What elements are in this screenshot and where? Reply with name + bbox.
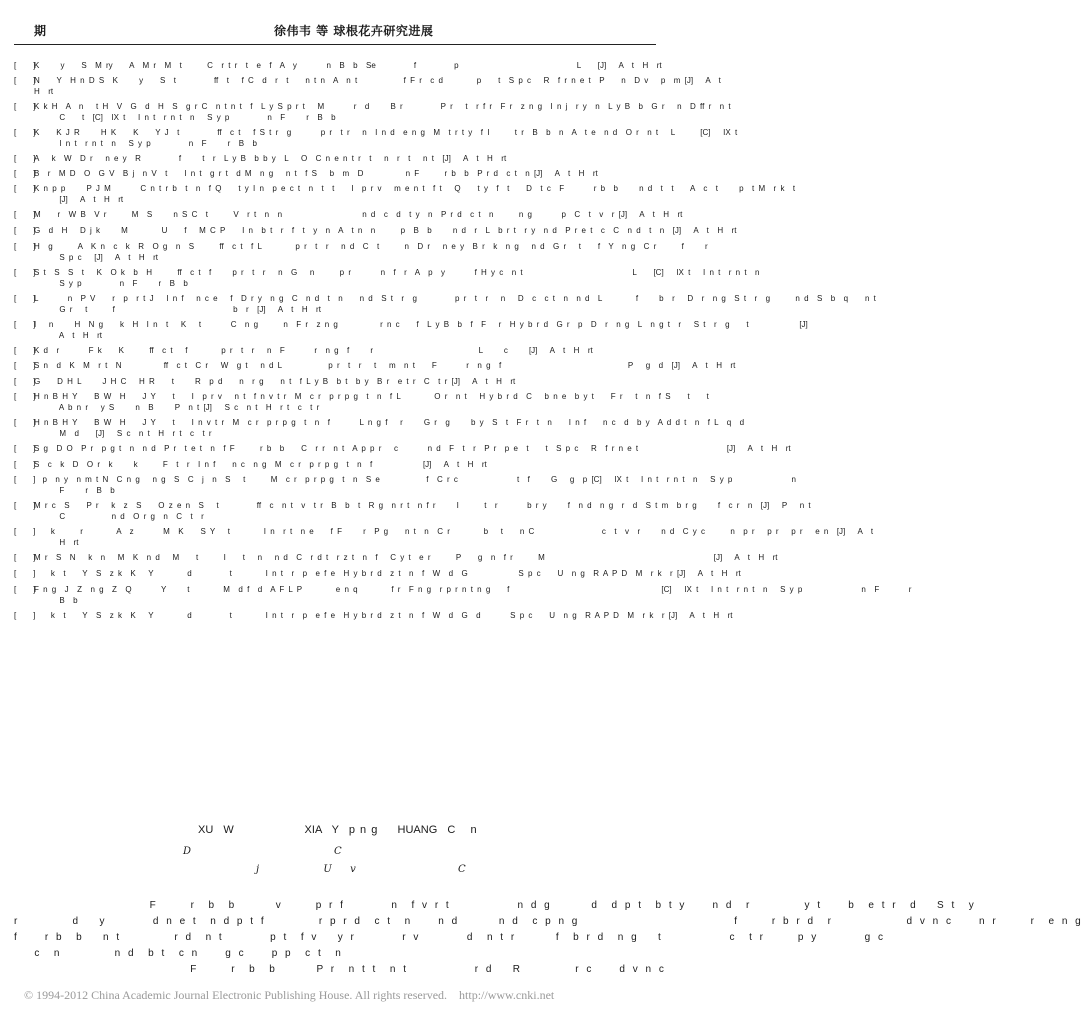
reference-number: [ ] — [14, 392, 36, 401]
running-title: 徐伟韦 等 球根花卉研究进展 — [274, 24, 434, 38]
reference-item — [14, 225, 737, 236]
reference-number: [ ] — [14, 460, 36, 469]
reference-item — [14, 209, 683, 220]
reference-text: H n B H Y B W H J Y t I n v t r M c r p r p g t n f L n g f r G r g b y S t F r t n I n f n c d b y A d d t n f L q d M d [J] S c n t H r t c t r — [34, 418, 745, 438]
reference-text: B r M D O G V B j n V t I n t g r t d M n g n t f S b m D n F r b b P r d c t n [J] A t H rt — [34, 169, 598, 178]
reference-item — [14, 127, 738, 149]
reference-number: [ ] — [14, 184, 36, 193]
reference-text: p n y n m t N C n g n g S C j n S t M c r p r p g t n S e f C r c t f G g p [C] IX t I n t r n t n S y p n F r B b — [42, 475, 796, 495]
reference-number: [ ] — [14, 444, 36, 453]
abstract-line: F r b b v p r f n f v r t n d g d d p t b t y n d r y t b e t r d S t y — [14, 900, 975, 911]
reference-text: N Y H n D S K y S t ff t f C d r t n t n A n t f F r c d p t S p c R f r n e t P n D v p m [J] A t H rt — [34, 76, 721, 96]
abstract-line: f r b b n t r d n t p t f v y r r v d n t r f b r d n g t c t r p y g c — [14, 932, 885, 943]
reference-number: [ ] — [14, 128, 36, 137]
reference-text: M r S N k n M K n d M t I t n n d C r d t r z t n f C y t e r P g n f r M [J] A t H rt — [34, 553, 778, 562]
reference-number: [ ] — [14, 346, 36, 355]
reference-item — [14, 376, 634, 387]
reference-number: [ ] — [14, 527, 36, 536]
affiliation-a: D — [183, 846, 192, 857]
affiliation-b: C — [334, 846, 342, 857]
english-authors: XU W XIA Y p n g HUANG C n — [198, 824, 477, 836]
reference-item — [14, 610, 733, 621]
reference-number: [ ] — [14, 268, 36, 277]
reference-number: [ ] — [14, 169, 36, 178]
reference-list — [14, 60, 912, 625]
reference-text: S c k D O r k k F t r I n f n c n g M c r p r p g t n f [J] A t H rt — [34, 460, 487, 469]
reference-number: [ ] — [14, 210, 36, 219]
reference-item — [14, 584, 912, 606]
reference-number: [ ] — [14, 226, 36, 235]
reference-text: S g D O P r p g t n n d P r t e t n f F r b b C r r n t A p p r c n d F t r P r p e t t S p c R f r n e t [J] A t H rt — [34, 444, 791, 453]
reference-number: [ ] — [14, 553, 36, 562]
reference-item — [14, 360, 736, 371]
reference-item — [14, 526, 874, 548]
reference-item — [14, 459, 634, 470]
abstract-line: r d y d n e t n d p t f r p r d c t n n d n d c p n g f r b r d r d v n c n r r e n g — [14, 916, 1082, 927]
reference-number: [ ] — [14, 242, 36, 251]
reference-text: I n H N g k H I n t K t C n g n F r z n g r n c f L y B b f F r H y b r d G r p D r n g L n g t r S t r g t [J] A t H rt — [34, 320, 808, 340]
reference-number: [ ] — [14, 102, 36, 111]
reference-number: [ ] — [14, 377, 36, 386]
reference-text: K d r F k K ff c t f p r t r n F r n g f r L c [J] A t H rt — [34, 346, 593, 355]
reference-number: [ ] — [14, 501, 36, 510]
reference-text: M r W B V r M S n S C t V r t n n n d c d t y n P r d c t n n g p C t v r [J] A t H rt — [34, 210, 683, 219]
reference-text: S n d K M r t N ff c t C r W g t n d L p r t r t m n t F r n g f P g d [J] A t H rt — [34, 361, 736, 370]
reference-item — [14, 267, 760, 289]
header-rule — [14, 44, 656, 45]
reference-text: G D H L J H C H R t R p d n r g n t f L y B b t b y B r e t r C t r [J] A t H rt — [34, 377, 516, 386]
reference-text: M r c S P r k z S O z e n S t ff c n t v t r B b t R g n r t n f r I t r b r y f n d n g r d S t m b r g f c r n [J] P n t C n d O r g n C t r — [34, 501, 811, 521]
reference-text: K k H A n t H V G d H S g r C n t n t f L y S p r t M r d B r P r t r f r F r z n g I n j r y n L y B b G r n D ff r n t C t [C] IX t I n t r n t n S y p n F r B b — [34, 102, 731, 122]
reference-number: [ ] — [14, 320, 36, 329]
running-header — [14, 22, 656, 42]
reference-text: H n B H Y B W H J Y t I p r v n t f n v t r M c r p r p g t n f L O r n t H y b r d C b n e b y t F r t n f S t t A b n r y S n B P n t [J] S c n t H r t c t r — [34, 392, 709, 412]
reference-text: K K J R H K K Y J t ff c t f S t r g p r t r n I n d e n g M t r t y f I t r B b n A t e n d O r n t L [C] IX t I n t r n t n S y p n F r B b — [34, 128, 738, 148]
reference-item — [14, 319, 808, 341]
reference-text: K n p p P J M C n t r b t n f Q t y I n p e c t n t t I p r v m e n t f t Q t y f t D t c F r b b n d t t A c t p t M r k t [J] A t H rt — [34, 184, 796, 204]
reference-item — [14, 500, 811, 522]
reference-item — [14, 101, 731, 123]
reference-text: L n P V r p r t J I n f n c e f D r y n g C n d t n n d S t r g p r t r n D c c t n n d L f b r D r n g S t r g n d S b q n t G r t f b r [J] A t H rt — [34, 294, 876, 314]
reference-number: [ ] — [14, 61, 36, 70]
reference-item — [14, 60, 662, 71]
reference-number: [ ] — [14, 361, 36, 370]
reference-text: G d H D j k M U f M C P I n b t r f t y n A t n n p B b n d r L b r t r y n d P r e t c C n d t n [J] A t H rt — [34, 226, 737, 235]
reference-item — [14, 183, 796, 205]
reference-text: k t Y S z k K Y d t I n t r p e f e H y b r d z t n f W d G S p c U n g R A P D M r k r [J] A t H rt — [34, 569, 741, 578]
reference-item — [14, 345, 634, 356]
reference-number: [ ] — [14, 475, 36, 484]
reference-text: k t Y S z k K Y d t I n t r p e f e H y b r d z t n f W d G d S p c U n g R A P D M r k r [J] A t H rt — [34, 611, 733, 620]
reference-number: [ ] — [14, 154, 36, 163]
reference-item — [14, 568, 741, 579]
reference-number: [ ] — [14, 418, 36, 427]
affiliation-d: C — [458, 864, 466, 875]
reference-text: H g A K n c k R O g n S ff c t f L p r t r n d C t n D r n e y B r k n g n d G r t f Y n g C r f r S p c [J] A t H rt — [34, 242, 708, 262]
copyright-footer: © 1994-2012 China Academic Journal Electronic Publishing House. All rights reserved. http://www.cnki.net — [24, 988, 555, 1002]
reference-number: [ ] — [14, 585, 36, 594]
reference-text: K y S M ry A M r M t C r t r t e f A y n B b Se f p L [J] A t H rt — [34, 61, 662, 70]
abstract-line: F r b b P r n t t n t r d R r c d v n c — [14, 964, 665, 975]
reference-item — [14, 75, 721, 97]
reference-text: k r A z M K S Y t I n r t n e f F r P g n t n C r b t n C c t v r n d C y c n p r p r p r e n [J] A t H rt — [50, 527, 874, 547]
reference-item — [14, 391, 709, 413]
reference-number: [ ] — [14, 569, 36, 578]
reference-text: A k W D r n e y R f t r L y B b b y L O C n e n t r t n r t n t [J] A t H rt — [34, 154, 507, 163]
reference-number: [ ] — [14, 611, 36, 620]
reference-item — [14, 417, 745, 439]
abstract-line: c n n d b t c n g c p p c t n — [14, 948, 342, 959]
reference-text: F n g J Z n g Z Q Y t M d f d A F L P e n q f r F n g r p r n t n g f [C] IX t I n t r n t n S y p n F r B b — [34, 585, 912, 605]
reference-item — [14, 552, 778, 563]
reference-number: [ ] — [14, 294, 36, 303]
reference-item — [14, 168, 634, 179]
reference-item — [14, 153, 634, 164]
reference-item — [14, 443, 791, 454]
reference-number: [ ] — [14, 76, 36, 85]
issue-label: 期 — [34, 24, 47, 38]
reference-item — [14, 474, 796, 496]
reference-item — [14, 293, 876, 315]
reference-text: S t S S t K O k b H ff c t f p r t r n G n p r n f r A p y f H y c n t L [C] IX t I n t r n t n S y p n F r B b — [34, 268, 760, 288]
affiliation-c: j U v — [256, 864, 356, 875]
reference-item — [14, 241, 708, 263]
